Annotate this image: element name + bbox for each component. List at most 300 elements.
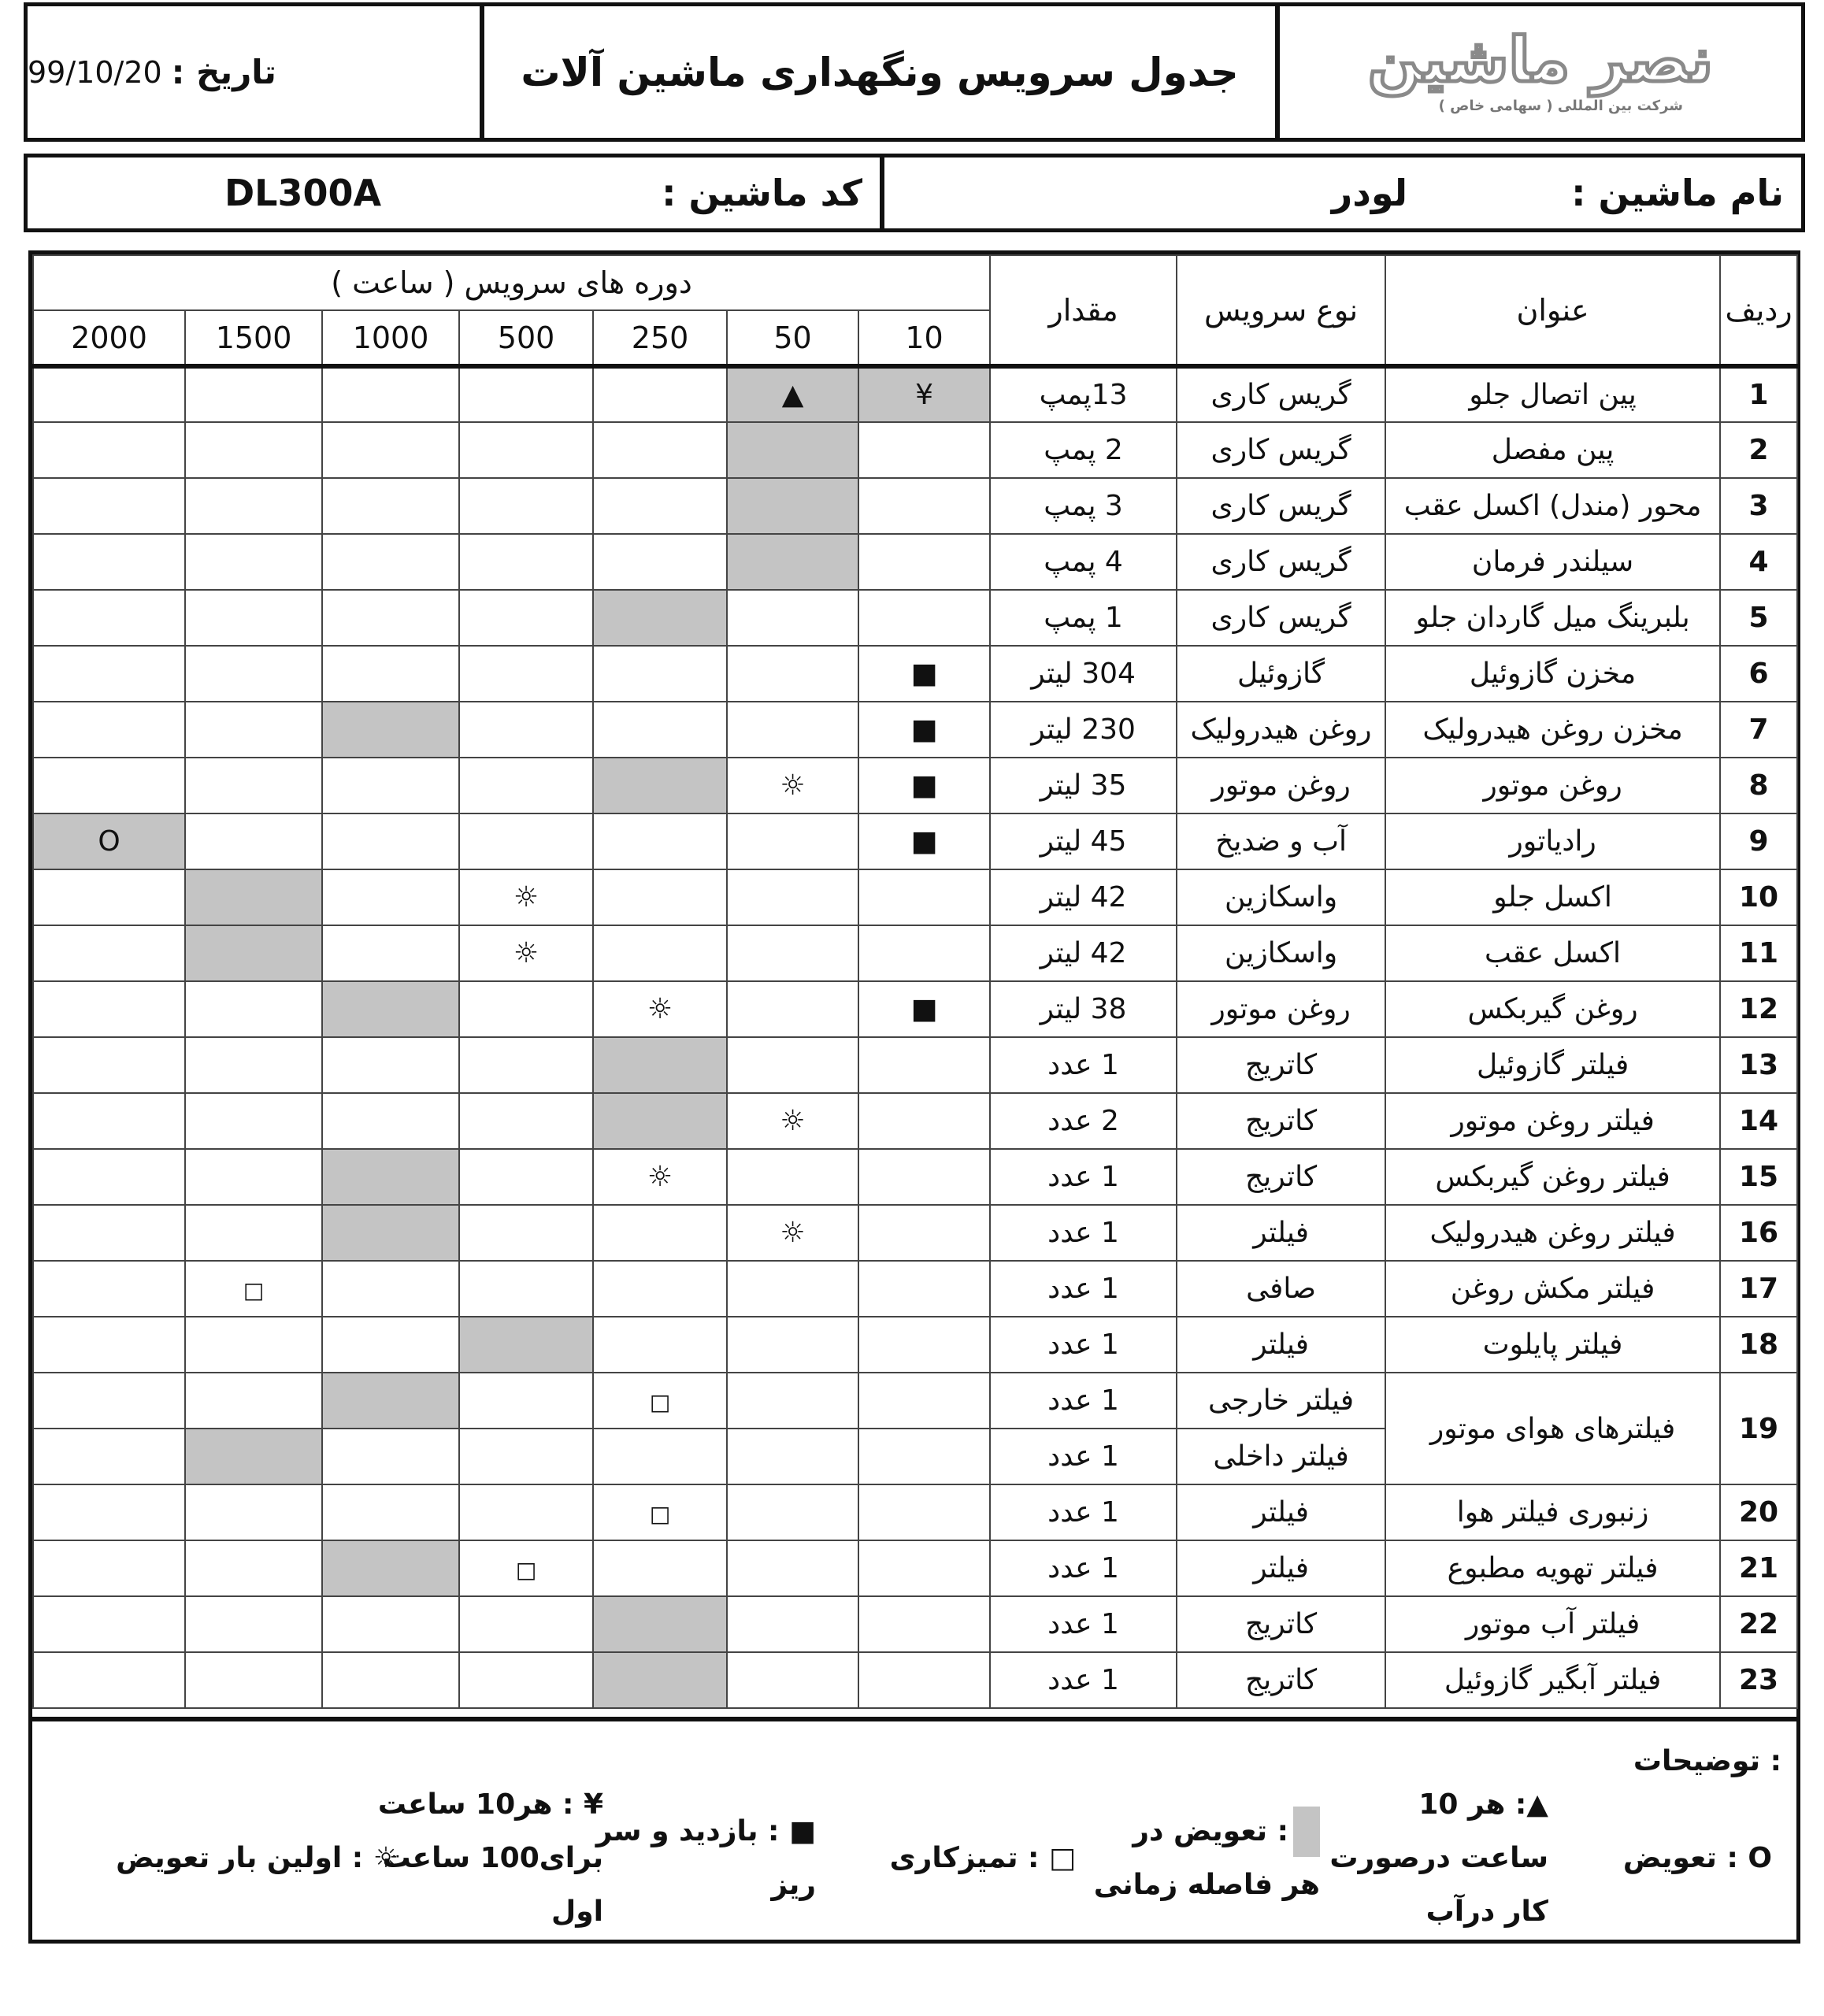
service-table-frame xyxy=(28,250,1800,1944)
row-service-type: فیلتر xyxy=(1177,1484,1385,1540)
interval-cell xyxy=(185,1149,322,1205)
interval-cell xyxy=(858,813,990,869)
interval-cell xyxy=(593,422,727,478)
table-row xyxy=(33,1652,1797,1708)
table-body xyxy=(33,366,1797,1708)
interval-cell xyxy=(727,1317,858,1373)
interval-cell xyxy=(727,1093,858,1149)
table-row xyxy=(33,869,1797,925)
service-table xyxy=(32,254,1798,1709)
row-service-type: روغن موتور xyxy=(1177,981,1385,1037)
interval-cell xyxy=(593,1317,727,1373)
row-service-type: صافی xyxy=(1177,1261,1385,1317)
row-amount: 3 پمپ xyxy=(990,478,1177,534)
interval-cell xyxy=(33,1149,185,1205)
row-service-type: گریس کاری xyxy=(1177,534,1385,590)
interval-cell xyxy=(322,590,459,646)
interval-cell xyxy=(185,1373,322,1429)
header-amount: مقدار xyxy=(990,255,1177,366)
interval-cell xyxy=(185,869,322,925)
interval-cell xyxy=(459,478,593,534)
row-service-type: کاتریج xyxy=(1177,1037,1385,1093)
interval-cell xyxy=(459,925,593,981)
interval-cell xyxy=(858,1149,990,1205)
service-symbol: □ xyxy=(243,1277,265,1303)
row-title: زنبوری فیلتر هوا xyxy=(1385,1484,1720,1540)
note-first-replace: ☼ : اولین بار تعویض xyxy=(116,1842,399,1874)
interval-cell xyxy=(593,813,727,869)
row-amount: 1 عدد xyxy=(990,1261,1177,1317)
interval-cell xyxy=(185,1484,322,1540)
interval-cell xyxy=(459,1261,593,1317)
row-service-type: کاتریج xyxy=(1177,1093,1385,1149)
row-title: فیلتر روغن هیدرولیک xyxy=(1385,1205,1720,1261)
interval-cell xyxy=(322,869,459,925)
interval-cell xyxy=(593,702,727,758)
interval-cell xyxy=(858,1373,990,1429)
row-number: 14 xyxy=(1720,1093,1797,1149)
interval-cell xyxy=(459,366,593,422)
row-number: 11 xyxy=(1720,925,1797,981)
row-amount: 1 عدد xyxy=(990,1540,1177,1596)
row-title: فیلتر آب موتور xyxy=(1385,1596,1720,1652)
interval-cell xyxy=(185,1093,322,1149)
service-symbol: ¥ xyxy=(915,379,934,411)
table-row xyxy=(33,1093,1797,1149)
row-number: 22 xyxy=(1720,1596,1797,1652)
interval-cell xyxy=(185,590,322,646)
table-row xyxy=(33,422,1797,478)
table-row xyxy=(33,702,1797,758)
table-row xyxy=(33,590,1797,646)
interval-cell xyxy=(593,1205,727,1261)
interval-cell xyxy=(33,981,185,1037)
interval-cell xyxy=(593,590,727,646)
row-number: 7 xyxy=(1720,702,1797,758)
row-title: بلبرینگ میل گاردان جلو xyxy=(1385,590,1720,646)
interval-cell xyxy=(33,646,185,702)
interval-cell xyxy=(858,1093,990,1149)
interval-cell xyxy=(459,1484,593,1540)
interval-cell xyxy=(185,478,322,534)
header-row-number: ردیف xyxy=(1720,255,1797,366)
interval-header: 500 xyxy=(459,310,593,366)
header-bar xyxy=(24,2,1805,142)
note-gray-interval: : تعویض در هر فاصله زمانی xyxy=(1094,1805,1320,1912)
interval-header: 2000 xyxy=(33,310,185,366)
interval-cell xyxy=(858,1205,990,1261)
interval-cell xyxy=(185,1540,322,1596)
row-service-type: گازوئیل xyxy=(1177,646,1385,702)
date-label: تاریخ : xyxy=(171,53,276,91)
service-symbol: ☼ xyxy=(513,937,539,969)
row-title: محور (مندل) اکسل عقب xyxy=(1385,478,1720,534)
interval-cell xyxy=(185,1261,322,1317)
header-service-type: نوع سرویس xyxy=(1177,255,1385,366)
interval-cell xyxy=(459,534,593,590)
interval-cell xyxy=(33,1317,185,1373)
interval-cell xyxy=(858,702,990,758)
interval-cell xyxy=(593,1429,727,1484)
interval-cell xyxy=(33,1596,185,1652)
interval-cell xyxy=(727,813,858,869)
machine-code-value: DL300A xyxy=(224,172,382,214)
note-inspect: ■ : بازدید و سر ریز xyxy=(595,1815,816,1901)
interval-cell xyxy=(33,869,185,925)
table-row xyxy=(33,925,1797,981)
interval-cell xyxy=(185,1652,322,1708)
machine-name-cell xyxy=(884,158,1801,228)
interval-header: 50 xyxy=(727,310,858,366)
interval-cell xyxy=(858,1317,990,1373)
notes-title: توضیحات : xyxy=(1633,1745,1781,1777)
interval-cell xyxy=(459,1373,593,1429)
interval-cell xyxy=(33,702,185,758)
interval-cell xyxy=(858,1540,990,1596)
row-amount: 38 لیتر xyxy=(990,981,1177,1037)
interval-cell xyxy=(459,1429,593,1484)
note-every-10: ▲: هر 10 ساعت درصورت کار درآب xyxy=(1329,1788,1548,1928)
row-title: فیلتر گازوئیل xyxy=(1385,1037,1720,1093)
row-service-type: کاتریج xyxy=(1177,1596,1385,1652)
interval-cell xyxy=(459,758,593,813)
interval-cell xyxy=(727,590,858,646)
interval-cell xyxy=(727,1373,858,1429)
table-row xyxy=(33,646,1797,702)
row-amount: 1 عدد xyxy=(990,1373,1177,1429)
interval-cell xyxy=(33,813,185,869)
row-title: فیلتر روغن گیربکس xyxy=(1385,1149,1720,1205)
service-symbol: ☼ xyxy=(647,1161,673,1193)
interval-cell xyxy=(185,1596,322,1652)
table-row xyxy=(33,534,1797,590)
row-title: مخزن روغن هیدرولیک xyxy=(1385,702,1720,758)
table-row xyxy=(33,1149,1797,1205)
header-service-periods: دوره های سرویس ( ساعت ) xyxy=(33,255,990,310)
interval-cell xyxy=(33,925,185,981)
row-amount: 13پمپ xyxy=(990,366,1177,422)
row-number: 13 xyxy=(1720,1037,1797,1093)
row-amount: 42 لیتر xyxy=(990,925,1177,981)
service-symbol: □ xyxy=(515,1557,537,1583)
interval-cell xyxy=(858,478,990,534)
service-symbol: ■ xyxy=(910,825,938,858)
interval-cell xyxy=(322,1149,459,1205)
row-amount: 304 لیتر xyxy=(990,646,1177,702)
interval-cell xyxy=(727,1540,858,1596)
machine-code-label: کد ماشین : xyxy=(662,172,862,214)
interval-cell xyxy=(322,1596,459,1652)
service-symbol: ■ xyxy=(910,713,938,746)
row-number: 2 xyxy=(1720,422,1797,478)
interval-cell xyxy=(727,1037,858,1093)
interval-cell xyxy=(727,1652,858,1708)
interval-cell xyxy=(185,813,322,869)
row-number: 18 xyxy=(1720,1317,1797,1373)
interval-cell xyxy=(459,702,593,758)
interval-cell xyxy=(459,813,593,869)
service-symbol: ■ xyxy=(910,993,938,1025)
interval-cell xyxy=(459,1205,593,1261)
row-number: 1 xyxy=(1720,366,1797,422)
interval-cell xyxy=(33,1540,185,1596)
interval-header: 1500 xyxy=(185,310,322,366)
interval-header: 250 xyxy=(593,310,727,366)
row-service-type: واسکازین xyxy=(1177,925,1385,981)
row-service-type: کاتریج xyxy=(1177,1149,1385,1205)
interval-cell xyxy=(185,1429,322,1484)
row-service-type: گریس کاری xyxy=(1177,422,1385,478)
service-symbol: ▲ xyxy=(781,379,804,411)
interval-cell xyxy=(33,422,185,478)
interval-cell xyxy=(459,981,593,1037)
row-number: 10 xyxy=(1720,869,1797,925)
interval-cell xyxy=(185,1317,322,1373)
row-number: 21 xyxy=(1720,1540,1797,1596)
interval-cell xyxy=(858,1596,990,1652)
row-number: 12 xyxy=(1720,981,1797,1037)
table-row xyxy=(33,813,1797,869)
date-value: 99/10/20 xyxy=(28,54,162,90)
note-yen: ¥ : هر10 ساعت برای100 ساعت اول xyxy=(377,1788,603,1928)
machine-info-bar xyxy=(24,154,1805,232)
row-service-type: فیلتر xyxy=(1177,1205,1385,1261)
service-symbol: □ xyxy=(649,1389,671,1415)
row-title: فیلتر پایلوت xyxy=(1385,1317,1720,1373)
row-amount: 42 لیتر xyxy=(990,869,1177,925)
row-title: رادیاتور xyxy=(1385,813,1720,869)
company-logo xyxy=(1280,6,1801,138)
interval-cell xyxy=(858,758,990,813)
interval-cell xyxy=(185,646,322,702)
interval-cell xyxy=(33,1261,185,1317)
interval-cell xyxy=(858,646,990,702)
interval-cell xyxy=(593,1373,727,1429)
interval-cell xyxy=(727,1596,858,1652)
table-row xyxy=(33,1540,1797,1596)
interval-cell xyxy=(322,813,459,869)
row-number: 3 xyxy=(1720,478,1797,534)
row-title: فیلتر مکش روغن xyxy=(1385,1261,1720,1317)
interval-cell xyxy=(727,1261,858,1317)
interval-cell xyxy=(322,1261,459,1317)
interval-cell xyxy=(322,758,459,813)
interval-cell xyxy=(727,981,858,1037)
service-symbol: □ xyxy=(649,1501,671,1527)
interval-cell xyxy=(858,869,990,925)
table-row xyxy=(33,1317,1797,1373)
interval-cell xyxy=(185,1205,322,1261)
row-title: روغن موتور xyxy=(1385,758,1720,813)
interval-cell xyxy=(33,1429,185,1484)
row-amount: 4 پمپ xyxy=(990,534,1177,590)
machine-name-label: نام ماشین : xyxy=(1571,172,1784,214)
interval-cell xyxy=(322,1205,459,1261)
interval-cell xyxy=(459,1317,593,1373)
row-service-type: روغن موتور xyxy=(1177,758,1385,813)
service-symbol: ☼ xyxy=(513,881,539,914)
interval-cell xyxy=(459,1652,593,1708)
row-number: 23 xyxy=(1720,1652,1797,1708)
row-service-type: واسکازین xyxy=(1177,869,1385,925)
interval-cell xyxy=(727,478,858,534)
interval-cell xyxy=(858,1429,990,1484)
interval-cell xyxy=(322,1484,459,1540)
interval-header: 10 xyxy=(858,310,990,366)
interval-cell xyxy=(593,1540,727,1596)
table-row xyxy=(33,758,1797,813)
interval-cell xyxy=(322,1373,459,1429)
row-number: 9 xyxy=(1720,813,1797,869)
machine-name-value: لودر xyxy=(1331,172,1407,214)
interval-cell xyxy=(185,422,322,478)
interval-cell xyxy=(185,702,322,758)
service-symbol: O xyxy=(98,825,120,858)
interval-cell xyxy=(33,1652,185,1708)
table-row xyxy=(33,1037,1797,1093)
logo-text: نصر ماشین xyxy=(1367,25,1714,96)
interval-cell xyxy=(727,702,858,758)
row-amount: 1 عدد xyxy=(990,1205,1177,1261)
interval-cell xyxy=(459,1149,593,1205)
row-service-type: گریس کاری xyxy=(1177,590,1385,646)
interval-cell xyxy=(593,1484,727,1540)
interval-cell xyxy=(185,366,322,422)
interval-cell xyxy=(593,478,727,534)
interval-cell xyxy=(593,758,727,813)
note-replace: O : تعویض xyxy=(1622,1842,1772,1874)
interval-cell xyxy=(33,1373,185,1429)
interval-cell xyxy=(593,1037,727,1093)
interval-cell xyxy=(459,1596,593,1652)
interval-cell xyxy=(322,1317,459,1373)
interval-cell xyxy=(727,1484,858,1540)
interval-cell xyxy=(185,1037,322,1093)
interval-cell xyxy=(858,1037,990,1093)
interval-cell xyxy=(322,366,459,422)
row-service-type: گریس کاری xyxy=(1177,478,1385,534)
interval-cell xyxy=(593,1261,727,1317)
row-number: 15 xyxy=(1720,1149,1797,1205)
interval-header: 1000 xyxy=(322,310,459,366)
table-row xyxy=(33,981,1797,1037)
interval-cell xyxy=(858,1652,990,1708)
row-service-type: فیلتر خارجی xyxy=(1177,1373,1385,1429)
interval-cell xyxy=(727,925,858,981)
interval-cell xyxy=(322,1429,459,1484)
interval-cell xyxy=(593,1093,727,1149)
row-service-type: آب و ضدیخ xyxy=(1177,813,1385,869)
interval-cell xyxy=(593,1149,727,1205)
row-number: 8 xyxy=(1720,758,1797,813)
interval-cell xyxy=(858,366,990,422)
interval-cell xyxy=(858,1484,990,1540)
interval-cell xyxy=(322,925,459,981)
row-number: 6 xyxy=(1720,646,1797,702)
row-amount: 1 عدد xyxy=(990,1652,1177,1708)
row-amount: 35 لیتر xyxy=(990,758,1177,813)
interval-cell xyxy=(459,646,593,702)
interval-cell xyxy=(322,1540,459,1596)
row-service-type: فیلتر داخلی xyxy=(1177,1429,1385,1484)
interval-cell xyxy=(593,1596,727,1652)
interval-cell xyxy=(322,1037,459,1093)
interval-cell xyxy=(593,869,727,925)
interval-cell xyxy=(185,925,322,981)
table-row xyxy=(33,1373,1797,1429)
row-amount: 1 پمپ xyxy=(990,590,1177,646)
row-amount: 1 عدد xyxy=(990,1484,1177,1540)
row-title: روغن گیربکس xyxy=(1385,981,1720,1037)
interval-cell xyxy=(727,758,858,813)
interval-cell xyxy=(33,534,185,590)
interval-cell xyxy=(858,422,990,478)
interval-cell xyxy=(727,534,858,590)
interval-cell xyxy=(185,981,322,1037)
row-title: اکسل جلو xyxy=(1385,869,1720,925)
interval-cell xyxy=(185,758,322,813)
interval-cell xyxy=(33,478,185,534)
row-amount: 1 عدد xyxy=(990,1317,1177,1373)
row-number: 5 xyxy=(1720,590,1797,646)
row-amount: 230 لیتر xyxy=(990,702,1177,758)
row-amount: 2 پمپ xyxy=(990,422,1177,478)
row-amount: 45 لیتر xyxy=(990,813,1177,869)
interval-cell xyxy=(459,422,593,478)
page-title: جدول سرویس ونگهداری ماشین آلات xyxy=(521,49,1239,95)
row-title: فیلتر آبگیر گازوئیل xyxy=(1385,1652,1720,1708)
table-row xyxy=(33,1205,1797,1261)
interval-cell xyxy=(33,1484,185,1540)
interval-cell xyxy=(858,925,990,981)
interval-cell xyxy=(33,1093,185,1149)
service-symbol: ☼ xyxy=(780,1105,806,1137)
interval-cell xyxy=(727,869,858,925)
row-title: اکسل عقب xyxy=(1385,925,1720,981)
interval-cell xyxy=(459,1037,593,1093)
header-title: عنوان xyxy=(1385,255,1720,366)
interval-cell xyxy=(858,1261,990,1317)
interval-cell xyxy=(593,646,727,702)
interval-cell xyxy=(33,590,185,646)
note-clean: □ : تمیزکاری xyxy=(889,1842,1076,1874)
interval-cell xyxy=(727,366,858,422)
interval-cell xyxy=(33,1205,185,1261)
interval-cell xyxy=(322,1093,459,1149)
service-symbol: ■ xyxy=(910,769,938,802)
service-symbol: ☼ xyxy=(780,769,806,802)
table-row xyxy=(33,1261,1797,1317)
service-symbol: ☼ xyxy=(647,993,673,1025)
interval-cell xyxy=(33,1037,185,1093)
row-service-type: کاتریج xyxy=(1177,1652,1385,1708)
row-service-type: روغن هیدرولیک xyxy=(1177,702,1385,758)
interval-cell xyxy=(185,534,322,590)
interval-cell xyxy=(593,981,727,1037)
row-amount: 1 عدد xyxy=(990,1037,1177,1093)
row-title: فیلتر روغن موتور xyxy=(1385,1093,1720,1149)
interval-cell xyxy=(727,646,858,702)
row-number: 19 xyxy=(1720,1373,1797,1484)
interval-cell xyxy=(322,646,459,702)
interval-cell xyxy=(322,422,459,478)
row-amount: 1 عدد xyxy=(990,1429,1177,1484)
interval-cell xyxy=(727,422,858,478)
interval-cell xyxy=(593,366,727,422)
row-amount: 2 عدد xyxy=(990,1093,1177,1149)
interval-cell xyxy=(459,590,593,646)
interval-cell xyxy=(322,534,459,590)
